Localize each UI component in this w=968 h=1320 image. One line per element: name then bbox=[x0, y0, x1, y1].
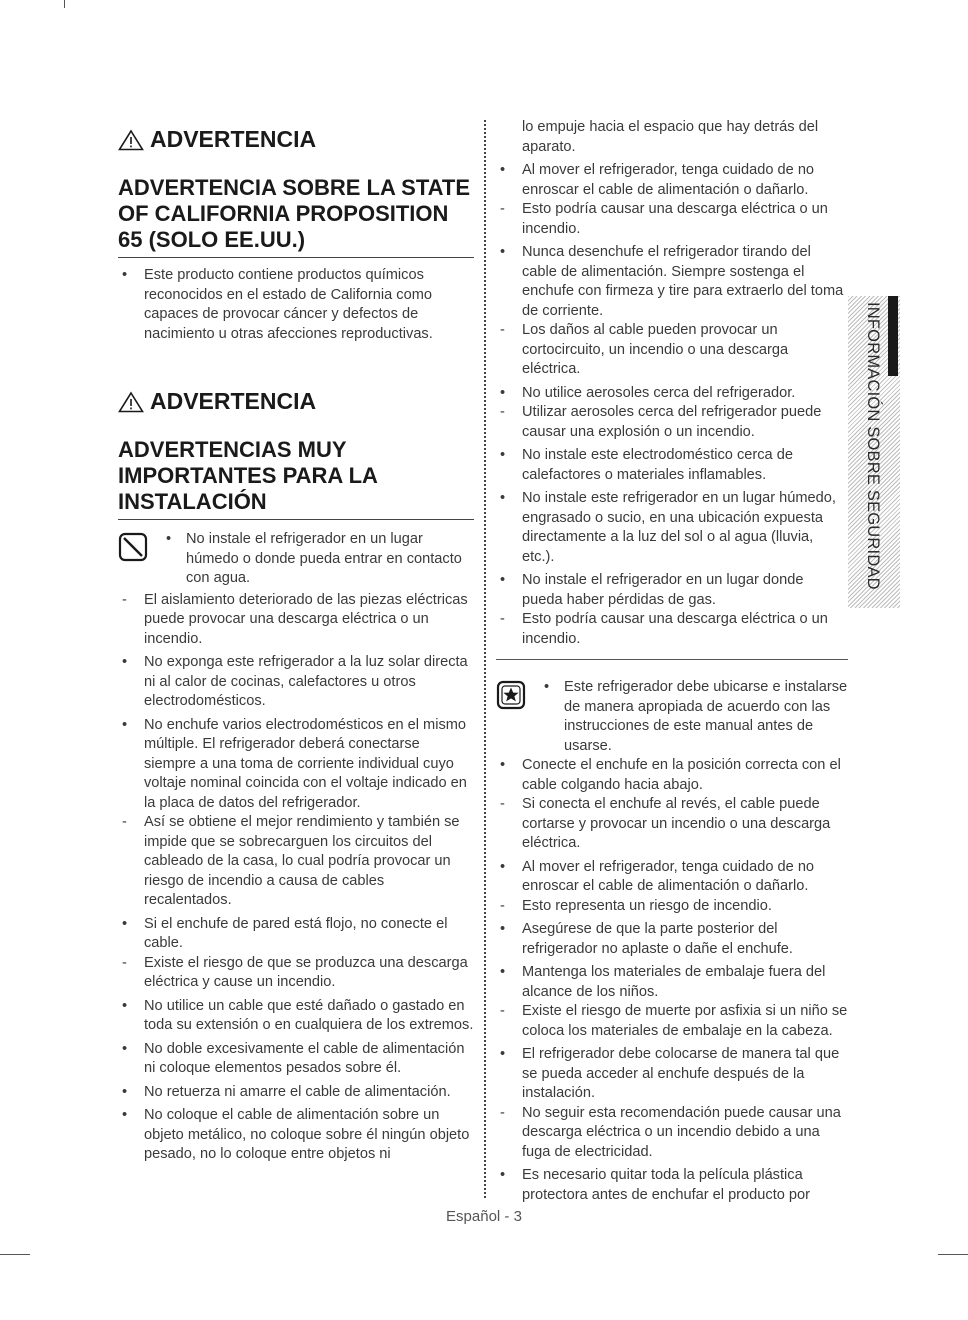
list-item: • Si el enchufe de pared está flojo, no conecte el cable. bbox=[118, 915, 474, 954]
column-divider bbox=[484, 120, 486, 1198]
list-item: • No instale este refrigerador en un lugar húmedo, engrasado o sucio, en una ubicación expuesta directamente a la luz del sol o al agua (lluvia, etc.). bbox=[496, 489, 848, 567]
side-tab-label: INFORMACIÓN SOBRE SEGURIDAD bbox=[864, 302, 882, 590]
list-item: • No enchufe varios electrodomésticos en el mismo múltiple. El refrigerador deberá conectarse siempre a una toma de corriente individual cuyo voltaje nominal coincida con el voltaje indicado en la placa de datos del refrigerador. bbox=[118, 716, 474, 814]
prohibition-icon bbox=[118, 532, 152, 589]
list-item: - El aislamiento deteriorado de las piezas eléctricas puede provocar una descarga eléctrica o un incendio. bbox=[118, 591, 474, 650]
list-item: lo empuje hacia el espacio que hay detrás del aparato. bbox=[522, 119, 819, 155]
crop-mark-top bbox=[64, 0, 65, 8]
list-item: • El refrigerador debe colocarse de manera tal que se pueda acceder al enchufe después de la instalación. bbox=[496, 1045, 848, 1104]
warning-heading-1-text: ADVERTENCIA bbox=[150, 126, 317, 152]
list-item: - Los daños al cable pueden provocar un cortocircuito, un incendio o una descarga eléctrica. bbox=[496, 321, 848, 380]
list-item: • No exponga este refrigerador a la luz solar directa ni al calor de cocinas, calefactores u otros electrodomésticos. bbox=[118, 653, 474, 712]
list-item: • No instale este electrodoméstico cerca de calefactores o materiales inflamables. bbox=[496, 446, 848, 485]
page-footer: Español - 3 bbox=[446, 1208, 522, 1225]
left-column bbox=[118, 112, 474, 1165]
right-list-2 bbox=[496, 756, 848, 1205]
list-item: - Esto representa un riesgo de incendio. bbox=[496, 897, 848, 917]
right-list-1 bbox=[496, 118, 848, 649]
list-item: • Este producto contiene productos químicos reconocidos en el estado de California como capaces de provocar cáncer y defectos de nacimiento u otras afecciones reproductivas. bbox=[118, 266, 474, 344]
star-note bbox=[496, 678, 848, 756]
section-title-prop65: ADVERTENCIA SOBRE LA STATE OF CALIFORNIA PROPOSITION 65 (SOLO EE.UU.) bbox=[118, 175, 474, 258]
list-item: • Al mover el refrigerador, tenga cuidado de no enroscar el cable de alimentación o dañarlo. bbox=[496, 161, 848, 200]
warning-triangle-icon bbox=[118, 129, 144, 151]
list-item: - No seguir esta recomendación puede causar una descarga eléctrica o un incendio debido a una fuga de electricidad. bbox=[496, 1104, 848, 1163]
list-item: • No retuerza ni amarre el cable de alimentación. bbox=[118, 1083, 474, 1103]
list-item: - Utilizar aerosoles cerca del refrigerador puede causar una explosión o un incendio. bbox=[496, 403, 848, 442]
list-item: • No utilice un cable que esté dañado o gastado en toda su extensión o en cualquiera de los extremos. bbox=[118, 997, 474, 1036]
warning-heading-2 bbox=[118, 388, 474, 415]
prop65-list bbox=[118, 266, 474, 344]
section-title-installation: ADVERTENCIAS MUY IMPORTANTES PARA LA INSTALACIÓN bbox=[118, 437, 474, 520]
list-item: • Es necesario quitar toda la película plástica protectora antes de enchufar el producto por bbox=[496, 1166, 848, 1205]
list-item: - Esto podría causar una descarga eléctrica o un incendio. bbox=[496, 200, 848, 239]
list-item: • No doble excesivamente el cable de alimentación ni coloque elementos pesados sobre él. bbox=[118, 1040, 474, 1079]
list-item: • Nunca desenchufe el refrigerador tirando del cable de alimentación. Siempre sostenga el enchufe con firmeza y tire para extraerlo del toma de corriente. bbox=[496, 243, 848, 321]
list-item: - Existe el riesgo de muerte por asfixia si un niño se coloca los materiales de embalaje en la cabeza. bbox=[496, 1002, 848, 1041]
list-item: - Si conecta el enchufe al revés, el cable puede cortarse y provocar un incendio o una descarga eléctrica. bbox=[496, 795, 848, 854]
star-note-text: • Este refrigerador debe ubicarse e instalarse de manera apropiada de acuerdo con las instrucciones de este manual antes de usarse. bbox=[540, 678, 848, 756]
list-item: • No instale el refrigerador en un lugar donde pueda haber pérdidas de gas. bbox=[496, 571, 848, 610]
side-tab bbox=[848, 296, 900, 608]
list-item: • Asegúrese de que la parte posterior del refrigerador no aplaste o dañe el enchufe. bbox=[496, 920, 848, 959]
list-item: • No utilice aerosoles cerca del refrigerador. bbox=[496, 384, 848, 404]
prohibition-note-text: • No instale el refrigerador en un lugar húmedo o donde pueda entrar en contacto con agua. bbox=[162, 530, 474, 589]
list-item: • Mantenga los materiales de embalaje fuera del alcance de los niños. bbox=[496, 963, 848, 1002]
list-item: • Conecte el enchufe en la posición correcta con el cable colgando hacia abajo. bbox=[496, 756, 848, 795]
warning-triangle-icon bbox=[118, 391, 144, 413]
list-item: • No coloque el cable de alimentación sobre un objeto metálico, no coloque sobre él ningún objeto pesado, no lo coloque entre objetos ni bbox=[118, 1106, 474, 1165]
right-column bbox=[496, 118, 848, 1205]
star-note-icon bbox=[496, 680, 530, 756]
crop-mark-bottom-left bbox=[0, 1254, 30, 1255]
warning-heading-1 bbox=[118, 126, 474, 153]
section-separator bbox=[496, 659, 848, 660]
installation-list bbox=[118, 591, 474, 1165]
prohibition-note bbox=[118, 530, 474, 589]
side-tab-marker bbox=[888, 296, 898, 376]
warning-heading-2-text: ADVERTENCIA bbox=[150, 388, 317, 414]
list-item: - Así se obtiene el mejor rendimiento y también se impide que se sobrecarguen los circuitos del cableado de la casa, lo cual podría provocar un riesgo de incendio a causa de cables recalentados. bbox=[118, 813, 474, 911]
list-item: - Esto podría causar una descarga eléctrica o un incendio. bbox=[496, 610, 848, 649]
crop-mark-bottom-right bbox=[938, 1254, 968, 1255]
list-item: - Existe el riesgo de que se produzca una descarga eléctrica y cause un incendio. bbox=[118, 954, 474, 993]
list-item: • Al mover el refrigerador, tenga cuidado de no enroscar el cable de alimentación o dañarlo. bbox=[496, 858, 848, 897]
